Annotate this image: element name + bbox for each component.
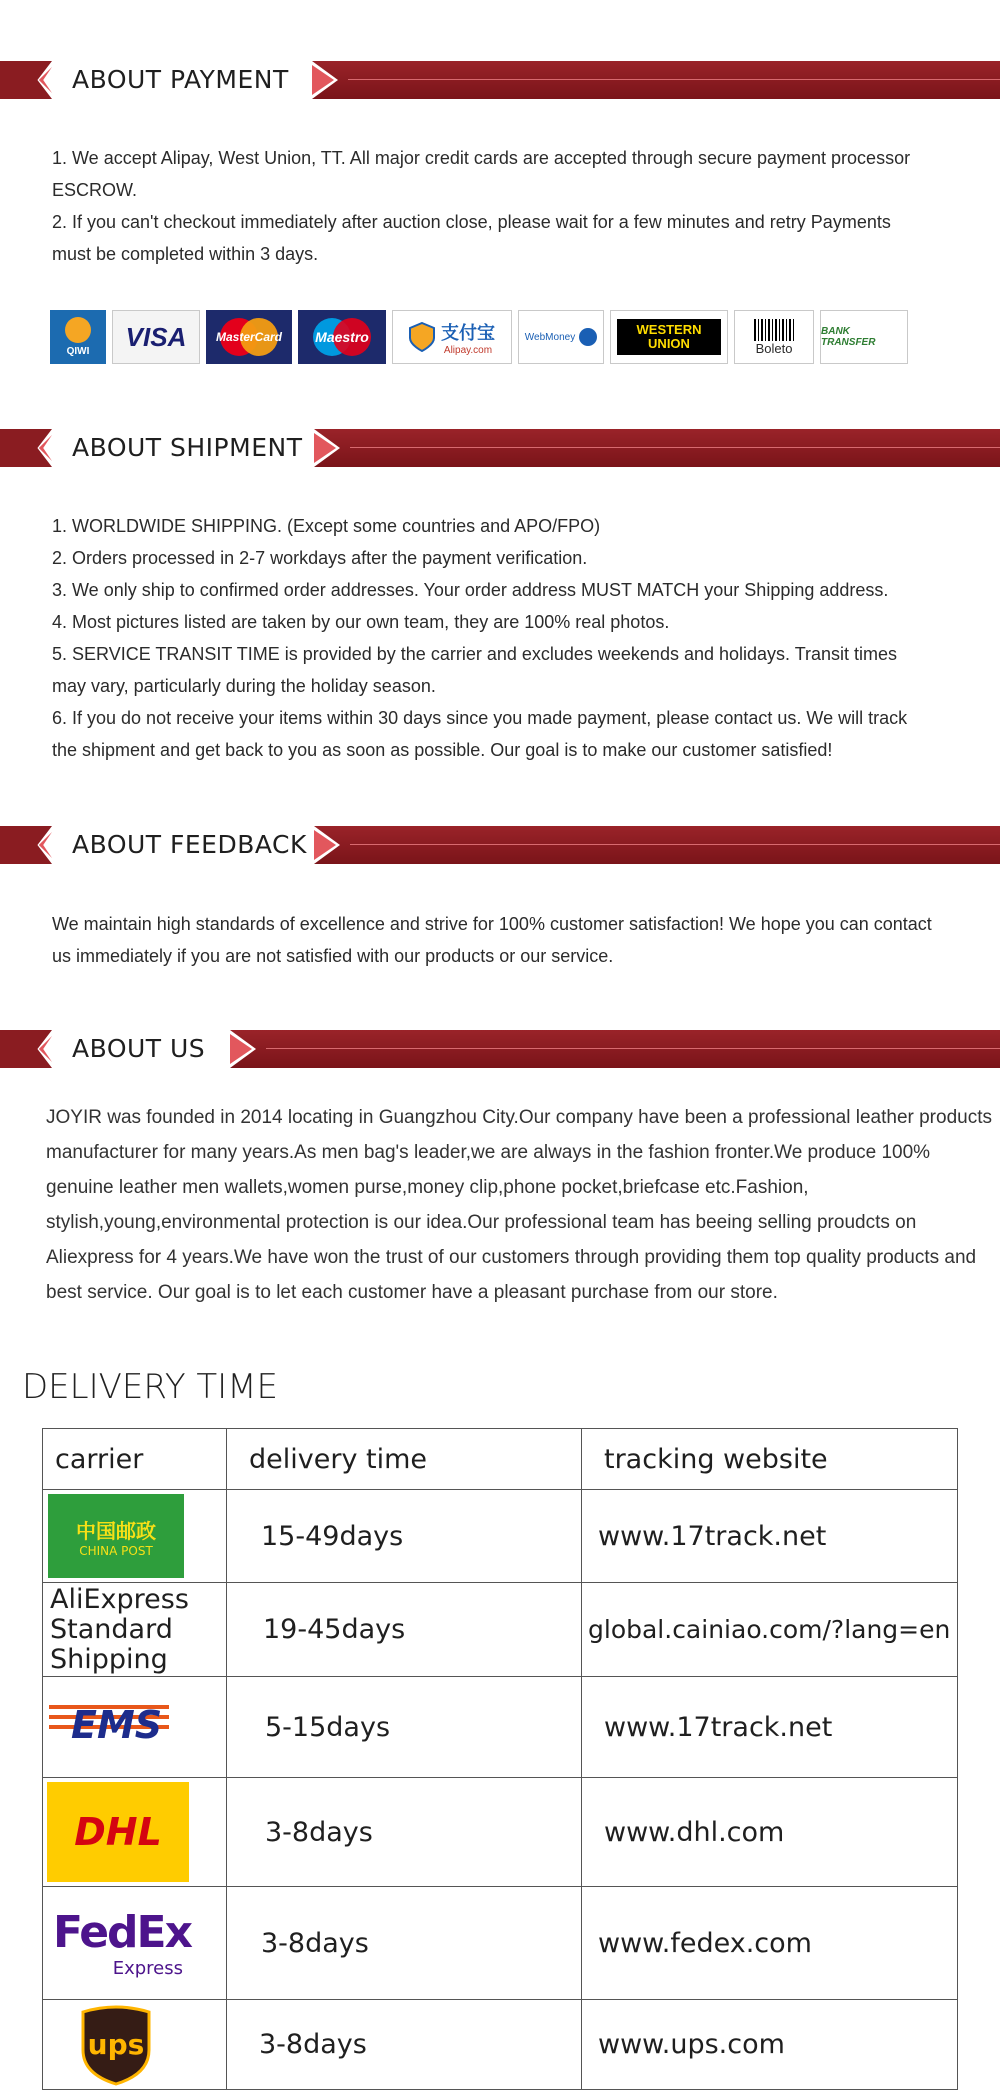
bank-transfer-icon: BANK TRANSFER — [820, 310, 908, 364]
alipay-icon: 支付宝 Alipay.com — [392, 310, 512, 364]
boleto-icon: Boleto — [734, 310, 814, 364]
tracking-link[interactable]: www.17track.net — [604, 1711, 833, 1743]
dhl-icon: DHL — [47, 1782, 189, 1882]
shipment-line: 3. We only ship to confirmed order addresses. Your order address MUST MATCH your Shipping address. — [52, 580, 889, 600]
ribbon-left-icon — [0, 61, 52, 99]
ribbon-left-icon — [0, 826, 52, 864]
header-carrier: carrier — [55, 1443, 144, 1475]
delivery-time: 3-8days — [261, 1927, 369, 1959]
tracking-link[interactable]: www.ups.com — [598, 2029, 785, 2060]
header-delivery-time: delivery time — [249, 1443, 428, 1475]
delivery-title: DELIVERY TIME — [22, 1367, 279, 1407]
table-row — [43, 1887, 958, 2000]
ribbon-bar — [230, 1030, 1000, 1068]
shipment-text — [52, 510, 932, 766]
section-header-payment — [0, 61, 1000, 99]
table-row — [43, 1677, 958, 1778]
china-post-icon: 中国邮政 CHINA POST — [48, 1494, 184, 1578]
visa-icon: VISA — [112, 310, 200, 364]
delivery-time: 5-15days — [265, 1711, 391, 1743]
delivery-time: 3-8days — [259, 2029, 367, 2060]
table-row — [43, 1490, 958, 1583]
shipment-line: 2. Orders processed in 2-7 workdays after the payment verification. — [52, 548, 588, 568]
section-header-feedback — [0, 826, 1000, 864]
carrier-name: AliExpress Standard Shipping — [50, 1583, 189, 1675]
section-title: ABOUT US — [72, 1034, 206, 1063]
header-tracking-website: tracking website — [604, 1443, 828, 1475]
delivery-time: 3-8days — [265, 1816, 373, 1848]
shipment-line: 1. WORLDWIDE SHIPPING. (Except some countries and APO/FPO) — [52, 516, 601, 536]
maestro-icon: Maestro — [298, 310, 386, 364]
shipment-line: 5. SERVICE TRANSIT TIME is provided by the carrier and excludes weekends and holidays. Transit times may vary, particularly during the holiday season. — [52, 644, 898, 696]
section-title: ABOUT FEEDBACK — [72, 830, 307, 859]
webmoney-icon: WebMoney — [518, 310, 604, 364]
tracking-link[interactable]: www.fedex.com — [598, 1927, 812, 1959]
shipment-line: 4. Most pictures listed are taken by our own team, they are 100% real photos. — [52, 612, 670, 632]
payment-line: 1. We accept Alipay, West Union, TT. All major credit cards are accepted through secure payment processor ESCROW. — [52, 148, 911, 200]
mastercard-icon: MasterCard — [206, 310, 292, 364]
feedback-text: We maintain high standards of excellence and strive for 100% customer satisfaction! We hope you can contact us immediately if you are not satisfied with our products or our service. — [52, 914, 932, 966]
ems-icon: EMS — [49, 1697, 173, 1757]
table-row — [43, 1778, 958, 1887]
delivery-time: 15-49days — [261, 1520, 404, 1552]
about-us-text: JOYIR was founded in 2014 locating in Guangzhou City.Our company have been a professional leather products manufacturer for many years.As men bag's leader,we are always in the fashion fronter.We produce 100% genuine leather men wallets,women purse,money clip,phone pocket,briefcase etc.Fashion, stylish,young,environmental protection is our idea.Our professional team has beeing selling proudcts on Aliexpress for 4 years.We have won the trust of our customers through providing them top quality products and best service. Our goal is to let each customer have a pleasant purchase from our store. — [46, 1107, 992, 1303]
section-title: ABOUT SHIPMENT — [72, 433, 303, 462]
ribbon-bar — [312, 61, 1000, 99]
fedex-icon: FedEx Express — [52, 1907, 191, 1979]
ribbon-bar — [314, 826, 1000, 864]
delivery-time: 19-45days — [263, 1614, 406, 1645]
payment-logos — [50, 308, 930, 366]
ribbon-left-icon — [0, 429, 52, 467]
delivery-table — [42, 1428, 958, 2090]
table-row — [43, 2000, 958, 2090]
payment-text — [52, 142, 932, 270]
section-header-us — [0, 1030, 1000, 1068]
western-union-icon: WESTERN UNION — [610, 310, 728, 364]
table-row — [43, 1583, 958, 1677]
ribbon-bar — [314, 429, 1000, 467]
tracking-link[interactable]: www.17track.net — [598, 1520, 827, 1552]
tracking-link[interactable]: www.dhl.com — [604, 1816, 785, 1848]
qiwi-icon: QIWI — [50, 310, 106, 364]
shipment-line: 6. If you do not receive your items within 30 days since you made payment, please contact us. We will track the shipment and get back to you as soon as possible. Our goal is to make our customer satisfied! — [52, 708, 908, 760]
ribbon-left-icon — [0, 1030, 52, 1068]
tracking-link[interactable]: global.cainiao.com/?lang=en — [588, 1615, 951, 1644]
table-header-row — [43, 1429, 958, 1490]
section-header-shipment — [0, 429, 1000, 467]
payment-line: 2. If you can't checkout immediately after auction close, please wait for a few minutes and retry Payments must be completed within 3 days. — [52, 212, 891, 264]
ups-icon: ups — [79, 2004, 153, 2086]
section-title: ABOUT PAYMENT — [72, 65, 289, 94]
